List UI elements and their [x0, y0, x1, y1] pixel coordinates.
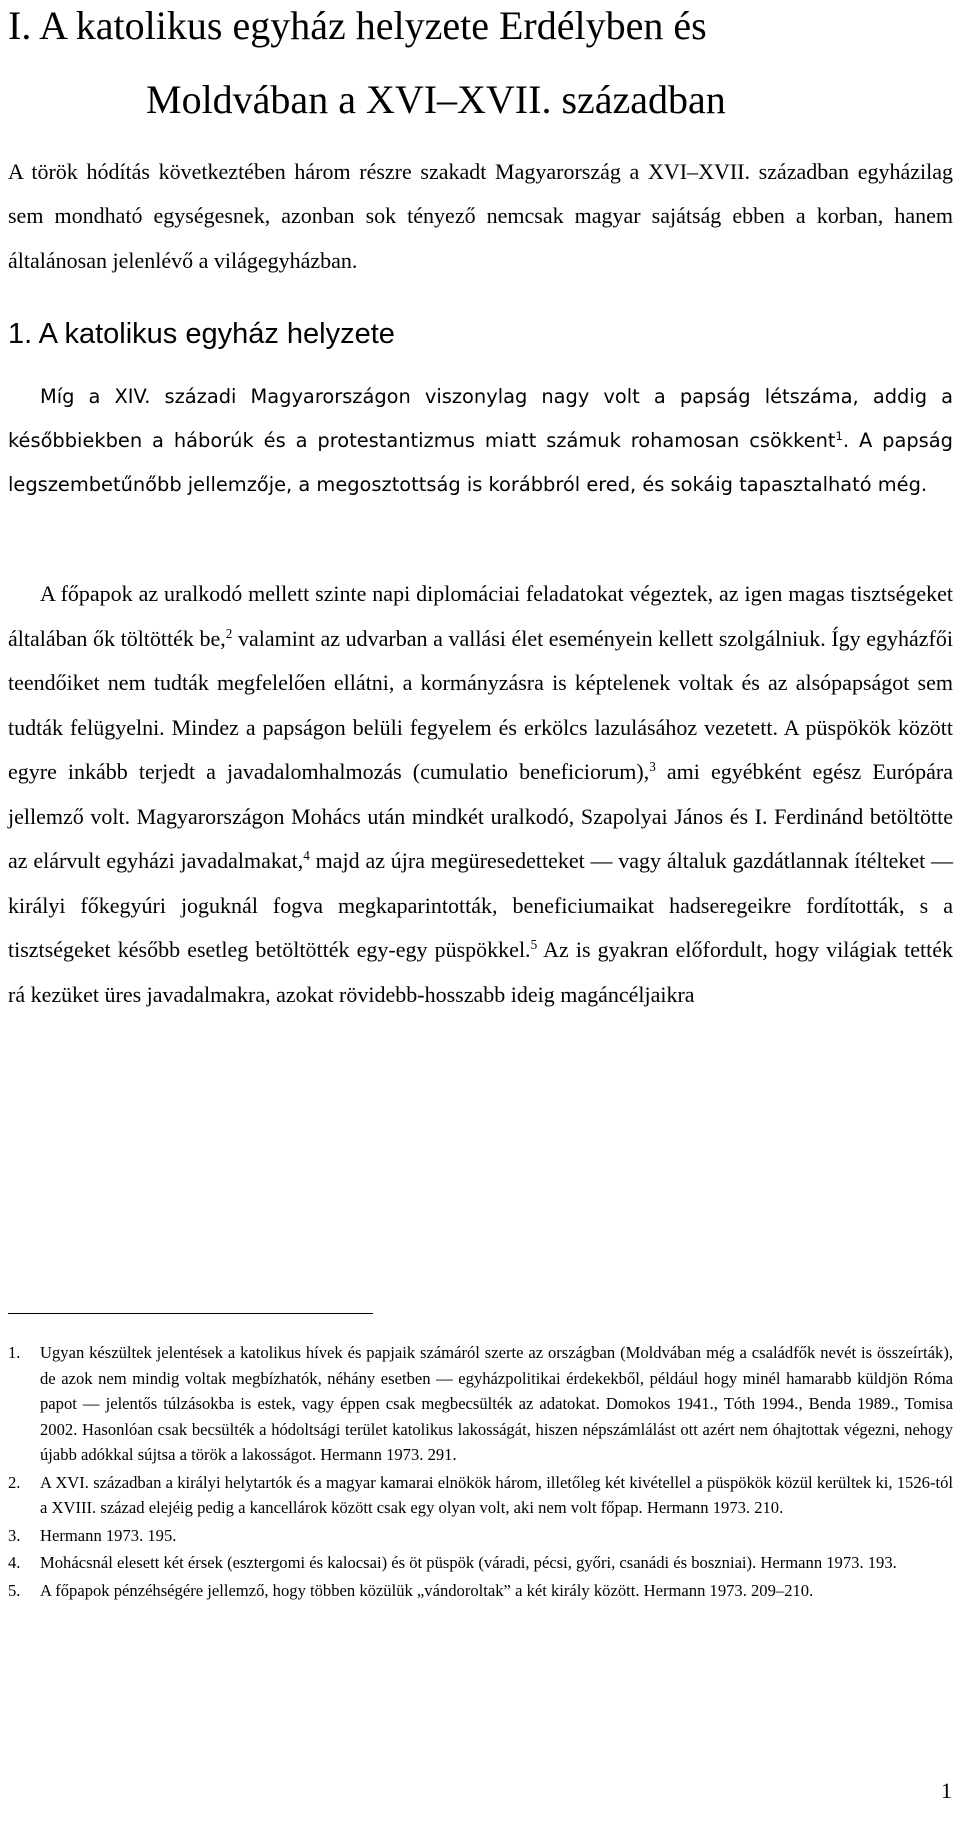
- footnote-text: A főpapok pénzéhségére jellemző, hogy többen közülük „vándoroltak” a két király között. Hermann 1973. 209–210.: [40, 1580, 814, 1600]
- footnote-item: [8, 1523, 953, 1549]
- footnote-number: 1.: [8, 1343, 21, 1362]
- footnote-text: Ugyan készültek jelentések a katolikus hívek és papjaik számáról szerte az országban (Moldvában még a családfők nevét is összeírták), de azok nem mindig voltak megbízhatók, néhány esetben — egyházpolitikai érdekekből, például hogy minél hamarabb küldjön Róma papot — jelentős túlzásokba is estek, vagy éppen csak megbecsülték az adatokat. Domokos 1941., Tóth 1994., Benda 1989., Tomisa 2002. Hasonlóan csak becsülték a hódoltsági terület katolikus lakosságát, hiszen népszámlálást ott azért nem óhajtottak végezni, nehogy újabb adókkal sújtsa a török a lakosságot. Hermann 1973. 291.: [40, 1343, 953, 1464]
- footnote-reference[interactable]: 5: [530, 937, 538, 953]
- intro-paragraph: A török hódítás következtében három részre szakadt Magyarország a XVI–XVII. században egyházilag sem mondható egységesnek, azonban sok tényező nemcsak magyar sajátság ebben a korban, hanem általánosan jelenlévő a világegyházban.: [8, 159, 953, 273]
- footnote-reference[interactable]: 3: [649, 759, 656, 775]
- footnote-separator: [8, 1313, 373, 1314]
- footnote-item: [8, 1550, 953, 1576]
- section-heading: 1. A katolikus egyház helyzete: [8, 318, 395, 350]
- paragraph-text: ami egyébként egész Európára jellemző volt. Magyarországon Mohács után mindkét uralkodó, Szapolyai János és I. Ferdinánd betöltötte az elárvult egyházi javadalmakat,: [8, 759, 953, 873]
- footnote-text: Mohácsnál elesett két érsek (esztergomi és kalocsai) és öt püspök (váradi, pécsi, győri, csanádi és boszniai). Hermann 1973. 193.: [40, 1553, 897, 1572]
- footnote-text: Hermann 1973. 195.: [40, 1525, 177, 1545]
- paragraph-text: majd az újra megüresedetteket — vagy általuk gazdátlannak ítélteket — királyi főkegyúri joguknál fogva megkaparintották, beneficiumaikat hadseregeikre fordították, s a tisztségeket később esetleg betöltötték egy-egy püspökkel.: [8, 848, 953, 962]
- paragraph-text: . A papság legszembetűnőbb jellemzője, a megosztottság is korábbról ered, és sokáig tapasztalható még.: [8, 429, 953, 497]
- body-paragraph-1: [8, 375, 953, 508]
- footnote-item: [8, 1470, 953, 1521]
- footnote-text: A XVI. században a királyi helytartók és a magyar kamarai elnökök három, illetőleg két kivétellel a püspökök közül kerültek ki, 1526-tól a XVIII. század elejéig pedig a kancellárok között csak egy olyan volt, aki nem volt főpap. Hermann 1973. 210.: [40, 1472, 953, 1517]
- footnote-number: 2.: [8, 1472, 21, 1492]
- footnote-list: [8, 1340, 953, 1605]
- footnote-reference[interactable]: 2: [225, 625, 233, 641]
- chapter-title-line-2: Moldvában a XVI–XVII. században: [146, 77, 726, 122]
- paragraph-text: A főpapok az uralkodó mellett szinte napi diplomáciai feladatokat végeztek, az igen magas tisztségeket általában ők töltötték be,: [8, 581, 953, 651]
- body-paragraph-2: [8, 572, 953, 1017]
- chapter-title-line-1: I. A katolikus egyház helyzete Erdélyben és: [8, 3, 707, 48]
- footnote-number: 5.: [8, 1580, 21, 1600]
- footnote-number: 4.: [8, 1553, 21, 1572]
- footnote-reference[interactable]: 1: [835, 429, 843, 444]
- footnote-item: [8, 1340, 953, 1468]
- paragraph-text: valamint az udvarban a vallási élet eseményein kellett szolgálniuk. Így egyházfői teendőiket nem tudták megfelelően ellátni, a kormányzásra is képtelenek voltak és az alsópapságot sem tudták felügyelni. Mindez a papságon belüli fegyelem és erkölcs lazulásához vezetett. A püspökök között egyre inkább terjedt a javadalomhalmozás (cumulatio beneficiorum),: [8, 625, 953, 784]
- footnote-reference[interactable]: 4: [303, 848, 310, 864]
- paragraph-text: Míg a XIV. századi Magyarországon viszonylag nagy volt a papság létszáma, addig a későbbiekben a háborúk és a protestantizmus miatt számuk rohamosan csökkent: [8, 385, 953, 453]
- footnote-item: [8, 1578, 953, 1604]
- footnote-number: 3.: [8, 1525, 21, 1545]
- page-number: 1: [941, 1778, 952, 1803]
- paragraph-text: Az is gyakran előfordult, hogy világiak tették rá kezüket üres javadalmakra, azokat rövidebb-hosszabb ideig magáncéljaikra: [8, 937, 953, 1007]
